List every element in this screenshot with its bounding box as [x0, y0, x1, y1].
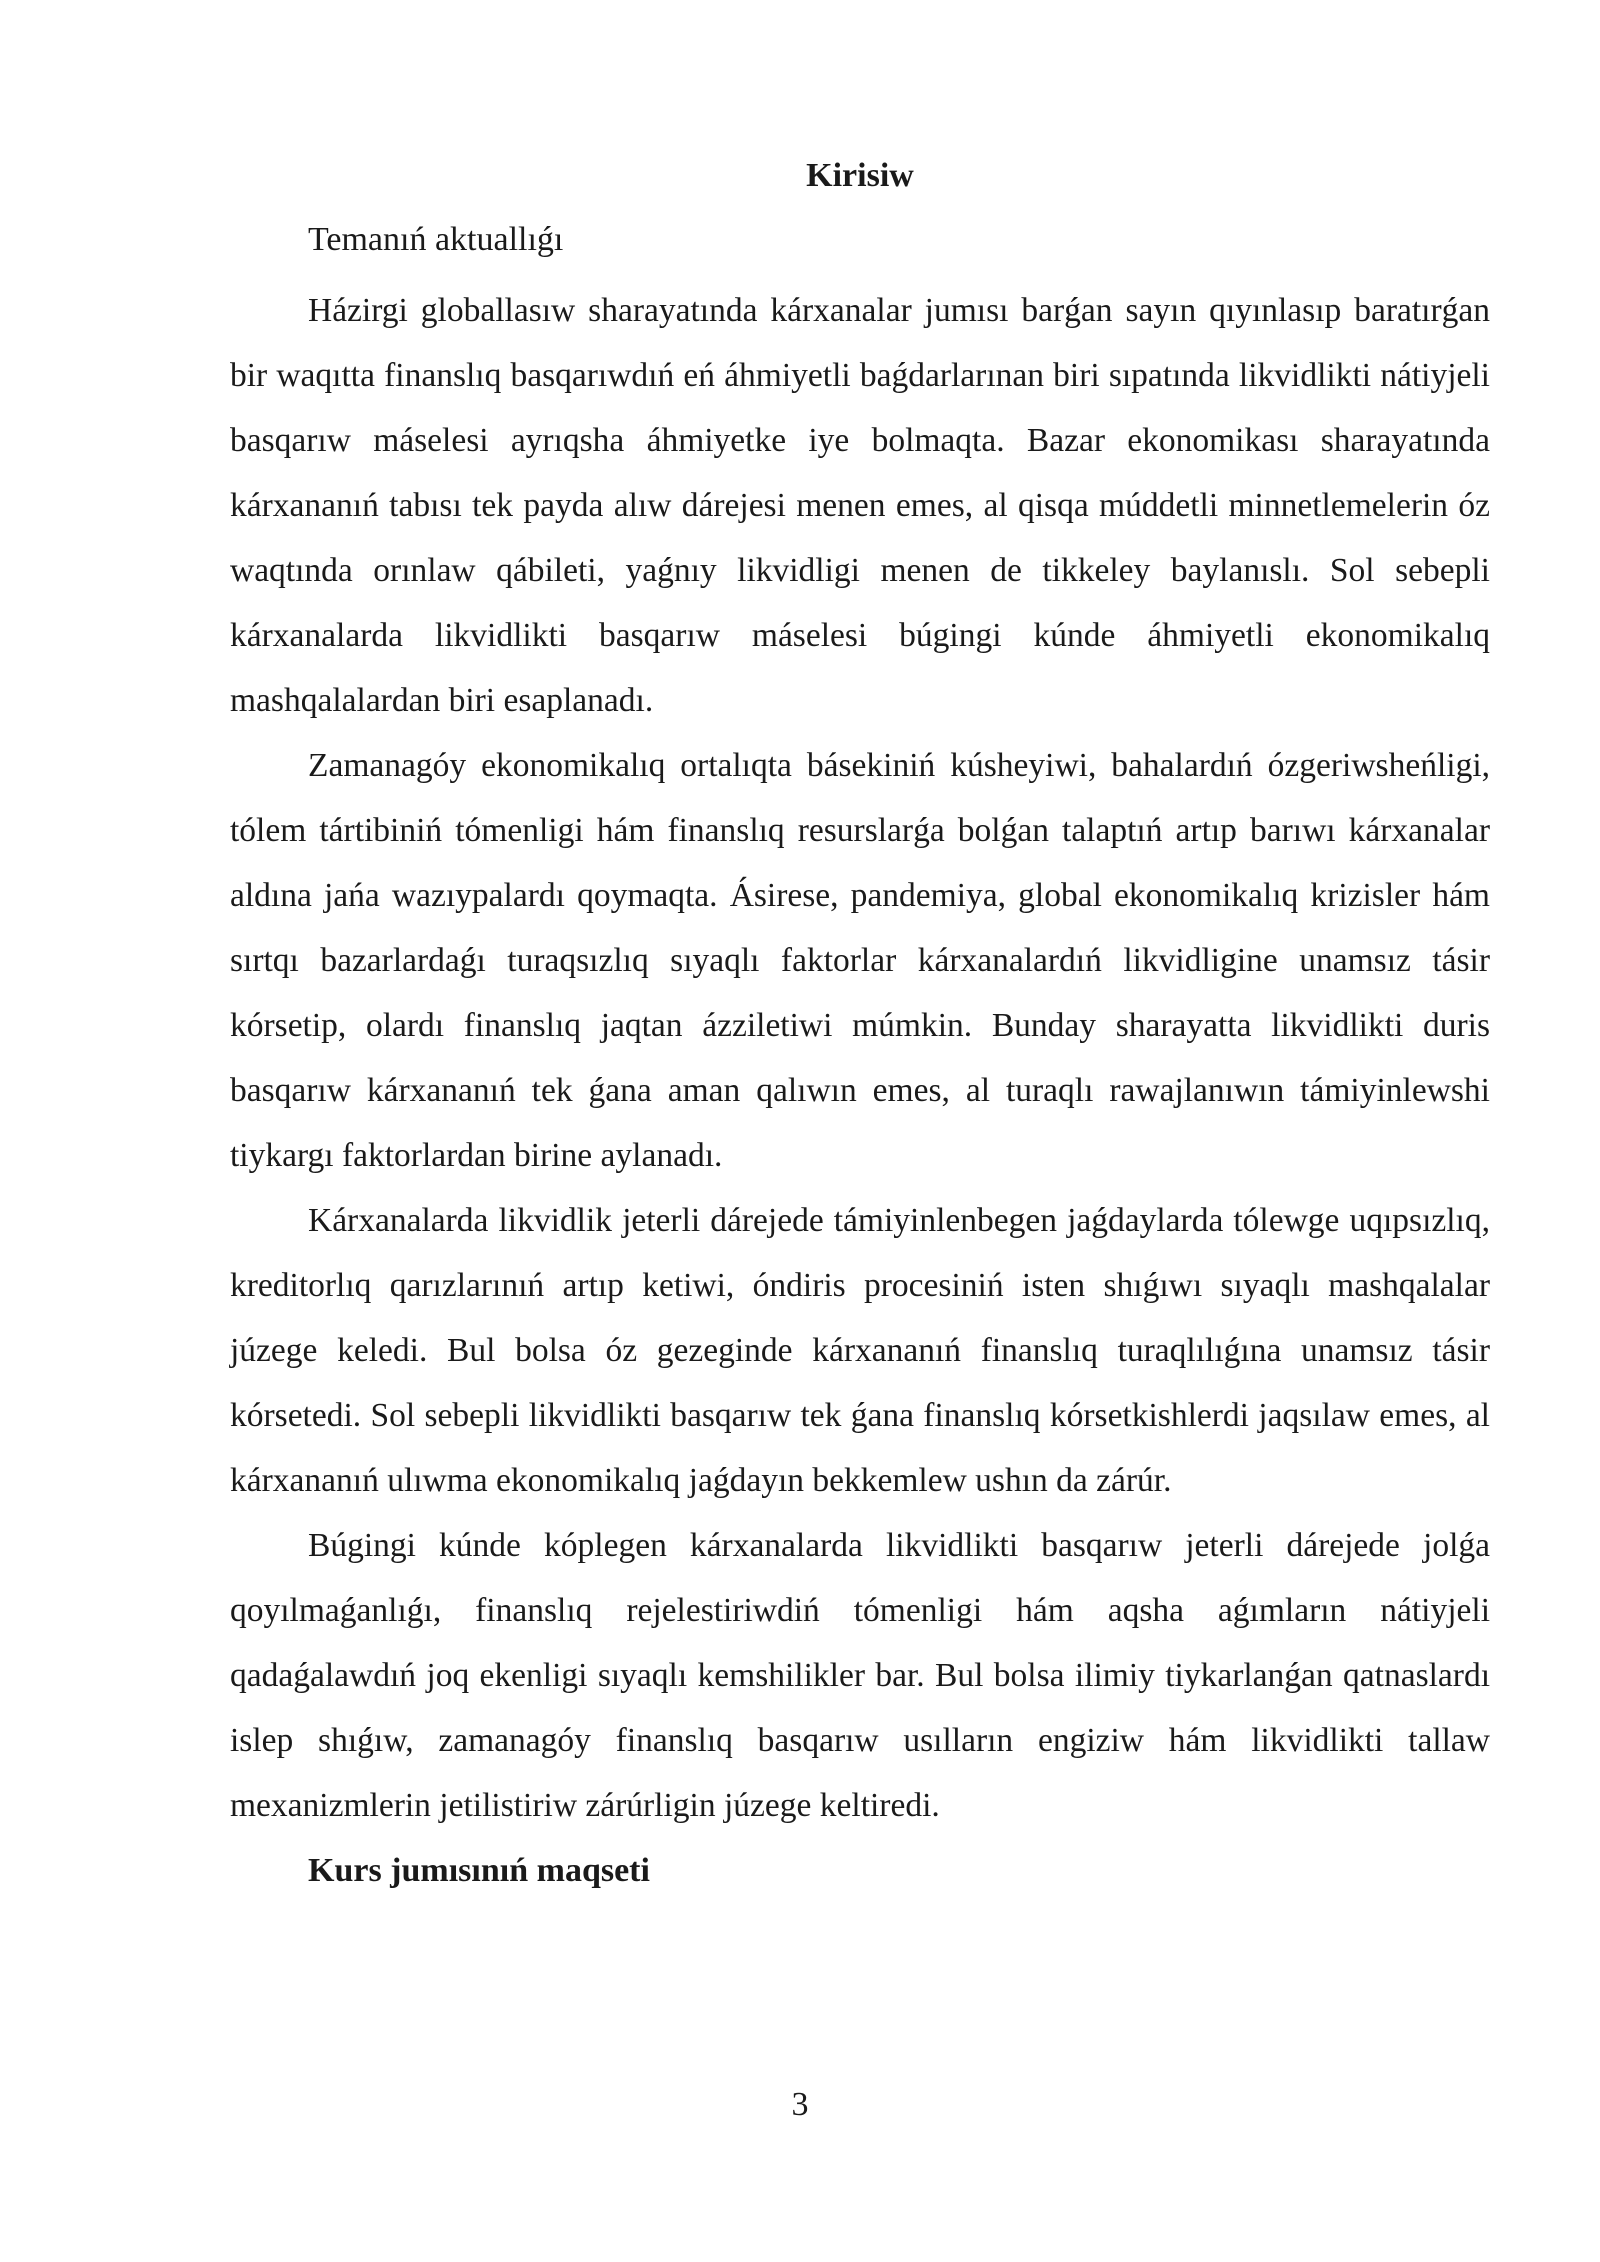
document-page — [230, 150, 1490, 1903]
section-heading-goal: Kurs jumısınıń maqseti — [308, 1852, 650, 1889]
page-title: Kirisiw — [806, 157, 914, 194]
paragraph-2: Zamanagóy ekonomikalıq ortalıqta básekiniń kúsheyiwi, bahalardıń ózgeriwsheńligi, tólem tártibiniń tómenligi hám finanslıq resurslarǵa bolǵan talaptıń artıp barıwı kárxanalar aldına jańa wazıypalardı qoymaqta. Ásirese, pandemiya, global ekonomikalıq krizisler hám sırtqı bazarlardaǵı turaqsızlıq sıyaqlı faktorlar kárxanalardıń likvidligine unamsız tásir kórsetip, olardı finanslıq jaqtan ázziletiwi múmkin. Bunday sharayatta likvidlikti duris basqarıw kárxananıń tek ǵana aman qalıwın emes, al turaqlı rawajlanıwın támiyinlewshi tiykargı faktorlardan birine aylanadı. — [230, 747, 1490, 1174]
page-number: 3 — [791, 2086, 809, 2123]
paragraph-1: Házirgi globallasıw sharayatında kárxanalar jumısı barǵan sayın qıyınlasıp baratırǵan bir waqıtta finanslıq basqarıwdıń eń áhmiyetli baǵdarlarınan biri sıpatında likvidlikti nátiyjeli basqarıw máselesi ayrıqsha áhmiyetke iye bolmaqta. Bazar ekonomikası sharayatında kárxananıń tabısı tek payda alıw dárejesi menen emes, al qisqa múddetli minnetlemelerin óz waqtında orınlaw qábileti, yaǵnıy likvidligi menen de tikkeley baylanıslı. Sol sebepli kárxanalarda likvidlikti basqarıw máselesi búgingi kúnde áhmiyetli ekonomikalıq mashqalalardan biri esaplanadı. — [230, 292, 1490, 719]
topic-relevance-heading: Temanıń aktuallıǵı — [308, 221, 564, 258]
paragraph-4: Búgingi kúnde kóplegen kárxanalarda likvidlikti basqarıw jeterli dárejede jolǵa qoyılmaǵanlıǵı, finanslıq rejelestiriwdiń tómenligi hám aqsha aǵımların nátiyjeli qadaǵalawdıń joq ekenligi sıyaqlı kemshilikler bar. Bul bolsa ilimiy tiykarlanǵan qatnaslardı islep shıǵıw, zamanagóy finanslıq basqarıw usılların engiziw hám likvidlikti tallaw mexanizmlerin jetilistiriw zárúrligin júzege keltiredi. — [230, 1527, 1490, 1824]
paragraph-3: Kárxanalarda likvidlik jeterli dárejede támiyinlenbegen jaǵdaylarda tólewge uqıpsızlıq, kreditorlıq qarızlarınıń artıp ketiwi, óndiris procesiniń isten shıǵıwı sıyaqlı mashqalalar júzege keledi. Bul bolsa óz gezeginde kárxananıń finanslıq turaqlılıǵına unamsız tásir kórsetedi. Sol sebepli likvidlikti basqarıw tek ǵana finanslıq kórsetkishlerdi jaqsılaw emes, al kárxananıń ulıwma ekonomikalıq jaǵdayın bekkemlew ushın da zárúr. — [230, 1202, 1490, 1499]
